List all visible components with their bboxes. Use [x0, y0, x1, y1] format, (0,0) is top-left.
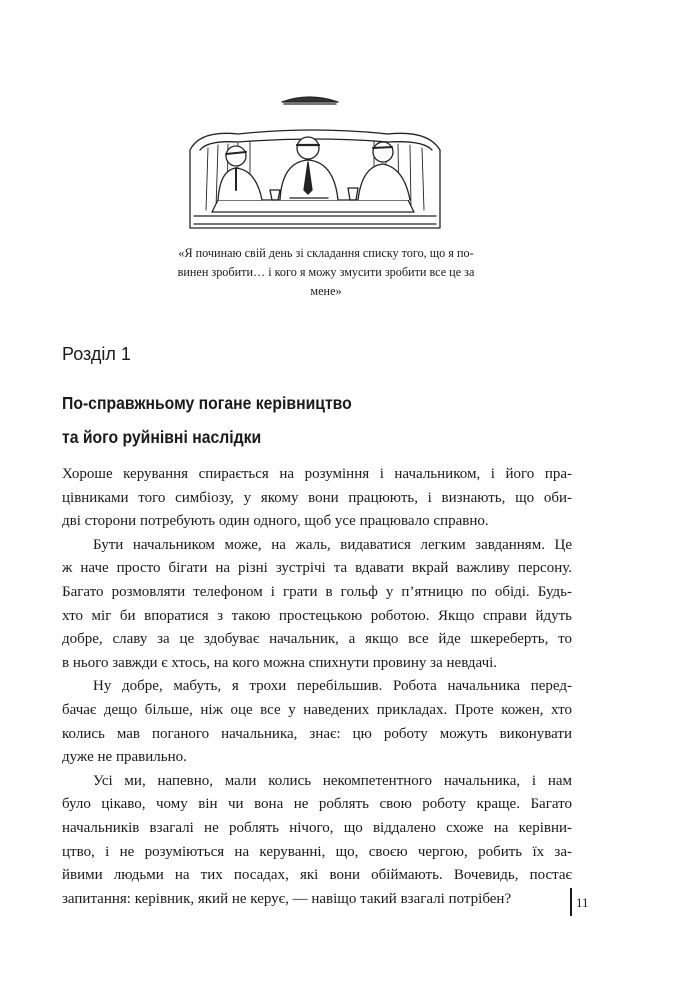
caption-line: винен зробити… і кого я можу змусити зробити все це за — [177, 265, 475, 279]
body-line: ж наче просто бігати на різні зустрічі та вдавати вкрай важливу персону. — [62, 560, 572, 577]
figure-caption — [140, 244, 512, 301]
cartoon-illustration — [178, 90, 448, 240]
body-line: цтво, і не розуміються на керуванні, що, своєю чергою, робить їх за- — [62, 843, 572, 860]
chapter-number: Розділ 1 — [62, 344, 131, 364]
caption-line: «Я починаю свій день зі складання списку того, що я по- — [178, 246, 474, 260]
body-line: дві сторони потребують один одного, щоб усе працювало справно. — [62, 513, 489, 530]
body-line: Усі ми, напевно, мали колись некомпетентного начальника, і нам — [93, 772, 572, 789]
chapter-title-line: По-справжньому погане керівництво — [62, 393, 352, 413]
body-line: Багато розмовляти телефоном і грати в гольф у п’ятницю по обіді. Будь- — [62, 583, 572, 600]
body-line: цівниками того симбіозу, у якому вони працюють, і визнають, що оби- — [62, 489, 572, 506]
body-line: йвими людьми на тих посадах, які вони обіймають. Вочевидь, постає — [62, 867, 572, 884]
body-text — [62, 463, 572, 911]
body-line: в нього завжди є хтось, на кого можна спихнути провину за невдачі. — [62, 654, 498, 671]
body-line: дуже не правильно. — [62, 749, 187, 766]
page-number: 11 — [576, 895, 589, 910]
body-line: Хороше керування спирається на розуміння і начальником, і його пра- — [62, 466, 572, 482]
cartoon-three-men-at-table-icon — [178, 90, 448, 240]
body-line: бачає дещо більше, ніж оце все у наведених прикладах. Проте кожен, хто — [62, 701, 572, 718]
caption-line: мене» — [310, 284, 342, 298]
body-line: добре, славу за це здобуває начальник, а якщо все йде шкереберть, то — [62, 631, 572, 648]
chapter-title — [62, 386, 530, 454]
body-line: начальників взагалі не роблять нічого, що віддалено схоже на керівни- — [62, 819, 572, 836]
page-number-rule — [570, 888, 572, 916]
body-line: Бути начальником може, на жаль, видаватися легким завданням. Це — [93, 536, 572, 553]
chapter-title-line: та його руйнівні наслідки — [62, 427, 262, 447]
body-line: Ну добре, мабуть, я трохи перебільшив. Робота начальника перед- — [93, 678, 572, 695]
body-line: запитання: керівник, який не керує, — навіщо такий взагалі потрібен? — [62, 890, 512, 907]
body-line: хто міг би впоратися з такою простецькою роботою. Якщо справи йдуть — [62, 607, 572, 624]
body-line: колись мав поганого начальника, знає: цю роботу можуть виконувати — [62, 725, 572, 742]
body-line: було цікаво, чому він чи вона не роблять свою роботу краще. Багато — [62, 796, 572, 813]
